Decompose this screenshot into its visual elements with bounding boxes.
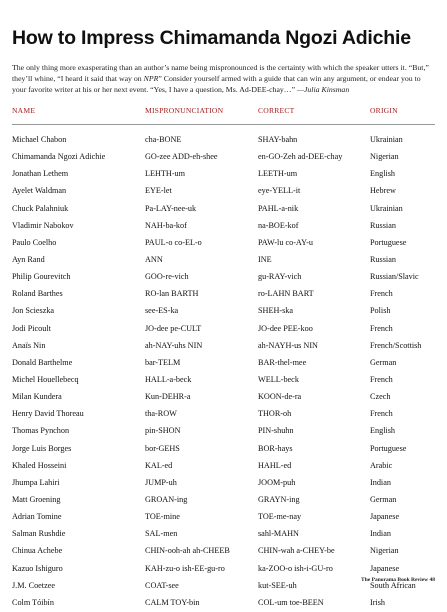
intro-npr: NPR	[143, 74, 159, 83]
table-row	[12, 492, 435, 509]
correct-pronunciation: INE	[258, 254, 272, 264]
origin: English	[370, 426, 396, 436]
table-row	[12, 149, 435, 166]
table-row	[12, 269, 435, 286]
author-name: Jonathan Lethem	[12, 169, 69, 179]
origin: French	[370, 323, 393, 333]
origin: Japanese	[370, 512, 400, 522]
correct-pronunciation: JO-dee PEE-koo	[258, 323, 313, 333]
table-row	[12, 183, 435, 200]
correct-pronunciation: ro-LAHN BART	[258, 289, 314, 299]
author-name: Jodi Picoult	[12, 323, 51, 333]
origin: Ukrainian	[370, 203, 403, 213]
correct-pronunciation: gu-RAY-vich	[258, 272, 302, 282]
mispronunciation: CHIN-ooh-ah ah-CHEEB	[145, 546, 230, 556]
author-name: Ayn Rand	[12, 254, 45, 264]
mispronunciation: ah-NAY-uhs NIN	[145, 340, 203, 350]
mispronunciation: GROAN-ing	[145, 494, 188, 504]
author-name: Vladimir Nabokov	[12, 220, 74, 230]
mispronunciation: pin-SHON	[145, 426, 181, 436]
origin: Hebrew	[370, 186, 396, 196]
mispronunciation: ANN	[145, 254, 163, 264]
table-header	[12, 106, 435, 118]
author-name: Jorge Luis Borges	[12, 443, 72, 453]
header-divider	[12, 124, 435, 125]
table-row	[12, 132, 435, 149]
correct-pronunciation: PAW-lu co-AY-u	[258, 237, 313, 247]
correct-pronunciation: sahl-MAHN	[258, 529, 299, 539]
mispronunciation: Kun-DEHR-a	[145, 392, 191, 402]
table-row	[12, 286, 435, 303]
author-name: Kazuo Ishiguro	[12, 563, 63, 573]
correct-pronunciation: SHEH-ska	[258, 306, 294, 316]
correct-pronunciation: na-BOE-kof	[258, 220, 299, 230]
correct-pronunciation: kut-SEE-uh	[258, 580, 297, 590]
author-name: Roland Barthes	[12, 289, 63, 299]
table-row	[12, 475, 435, 492]
correct-pronunciation: CHIN-wah a-CHEY-be	[258, 546, 335, 556]
author-name: Adrian Tomine	[12, 512, 62, 522]
mispronunciation: CALM TOY-bin	[145, 597, 200, 607]
author-name: Henry David Thoreau	[12, 409, 84, 419]
correct-pronunciation: BAR-thel-mee	[258, 357, 307, 367]
table-row	[12, 218, 435, 235]
mispronunciation: NAH-ba-kof	[145, 220, 187, 230]
mispronunciation: GOO-re-vich	[145, 272, 189, 282]
correct-pronunciation: ah-NAYH-us NIN	[258, 340, 318, 350]
origin: Portuguese	[370, 237, 407, 247]
correct-pronunciation: PAHL-a-nik	[258, 203, 299, 213]
mispronunciation: LEHTH-um	[145, 169, 186, 179]
intro-paragraph	[12, 62, 435, 95]
mispronunciation: HALL-a-beck	[145, 374, 192, 384]
mispronunciation: SAL-men	[145, 529, 178, 539]
mispronunciation: bor-GEHS	[145, 443, 180, 453]
origin: French	[370, 409, 393, 419]
author-name: Anaïs Nin	[12, 340, 46, 350]
table-row	[12, 561, 435, 578]
table-row	[12, 372, 435, 389]
correct-pronunciation: COL-um toe-BEEN	[258, 597, 324, 607]
intro-text-before: The only thing more exasperating than an author’s name being mispronounced is the certainty with which the speaker utters it. “But,” they’ll whine, “I heard it said that way on	[12, 63, 429, 83]
intro-attribution: —Julia Kinsman	[297, 85, 350, 94]
author-name: Thomas Pynchon	[12, 426, 70, 436]
origin: Polish	[370, 306, 391, 316]
table-row	[12, 406, 435, 423]
mispronunciation: Pa-LAY-nee-uk	[145, 203, 197, 213]
mispronunciation: TOE-mine	[145, 512, 180, 522]
correct-pronunciation: THOR-oh	[258, 409, 292, 419]
mispronunciation: COAT-see	[145, 580, 179, 590]
origin: Arabic	[370, 460, 393, 470]
author-name: Milan Kundera	[12, 392, 62, 402]
mispronunciation: EYE-let	[145, 186, 172, 196]
table-row	[12, 235, 435, 252]
author-name: Donald Barthelme	[12, 357, 73, 367]
origin: Nigerian	[370, 152, 399, 162]
correct-pronunciation: PIN-shuhn	[258, 426, 294, 436]
table-row	[12, 526, 435, 543]
table-row	[12, 252, 435, 269]
origin: Japanese	[370, 563, 400, 573]
origin: Russian/Slavic	[370, 272, 419, 282]
author-name: Matt Groening	[12, 494, 61, 504]
origin: Irish	[370, 597, 386, 607]
author-name: Ayelet Waldman	[12, 186, 67, 196]
table-row	[12, 423, 435, 440]
origin: French	[370, 289, 393, 299]
mispronunciation: KAL-ed	[145, 460, 173, 470]
mispronunciation: JO-dee pe-CULT	[145, 323, 202, 333]
header-name: NAME	[12, 106, 36, 115]
table-row	[12, 509, 435, 526]
correct-pronunciation: JOOM-puh	[258, 477, 296, 487]
correct-pronunciation: TOE-me-nay	[258, 512, 302, 522]
correct-pronunciation: SHAY-bahn	[258, 135, 298, 144]
author-name: Jhumpa Lahiri	[12, 477, 60, 487]
mispronunciation: KAH-zu-o ish-EE-gu-ro	[145, 563, 225, 573]
correct-pronunciation: KOON-de-ra	[258, 392, 302, 402]
author-name: J.M. Coetzee	[12, 580, 55, 590]
mispronunciation: RO-lan BARTH	[145, 289, 199, 299]
table-row	[12, 389, 435, 406]
origin: Russian	[370, 254, 396, 264]
author-name: Paulo Coelho	[12, 237, 57, 247]
author-name: Philip Gourevitch	[12, 272, 71, 282]
mispronunciation: see-ES-ka	[145, 306, 179, 316]
mispronunciation: PAUL-o co-EL-o	[145, 237, 202, 247]
author-name: Jon Scieszka	[12, 306, 55, 316]
page-footer: The Panorama Book Review 48	[361, 577, 435, 583]
origin: Ukrainian	[370, 135, 403, 144]
author-name: Chuck Palahniuk	[12, 203, 69, 213]
origin: English	[370, 169, 396, 179]
mispronunciation: GO-zee ADD-eh-shee	[145, 152, 218, 162]
mispronunciation: bar-TELM	[145, 357, 181, 367]
correct-pronunciation: eye-YELL-it	[258, 186, 301, 196]
origin: Russian	[370, 220, 396, 230]
author-name: Michel Houellebecq	[12, 374, 79, 384]
origin: Portuguese	[370, 443, 407, 453]
header-correct: CORRECT	[258, 106, 295, 115]
pronunciation-table	[12, 132, 435, 612]
correct-pronunciation: WELL-beck	[258, 374, 299, 384]
origin: French/Scottish	[370, 340, 422, 350]
header-origin: ORIGIN	[370, 106, 398, 115]
intro-text-after: ” Consider yourself armed with a guide that can win any argument, or endear you to your favorite writer at his or her next event. “Yes, I have a question, Ms. Ad-DEE-chay…”	[12, 74, 421, 94]
table-row	[12, 303, 435, 320]
table-row	[12, 166, 435, 183]
header-mispronunciation: MISPRONUNCIATION	[145, 106, 224, 115]
correct-pronunciation: LEETH-um	[258, 169, 298, 179]
correct-pronunciation: GRAYN-ing	[258, 494, 300, 504]
author-name: Chinua Achebe	[12, 546, 63, 556]
author-name: Chimamanda Ngozi Adichie	[12, 152, 106, 162]
table-row	[12, 543, 435, 560]
origin: German	[370, 494, 397, 504]
origin: Nigerian	[370, 546, 399, 556]
author-name: Khaled Hosseini	[12, 460, 67, 470]
correct-pronunciation: en-GO-Zeh ad-DEE-chay	[258, 152, 343, 162]
mispronunciation: cha-BONE	[145, 135, 182, 144]
author-name: Michael Chabon	[12, 135, 67, 144]
page-title: How to Impress Chimamanda Ngozi Adichie	[12, 27, 411, 49]
correct-pronunciation: BOR-hays	[258, 443, 293, 453]
origin: Czech	[370, 392, 391, 402]
table-row	[12, 458, 435, 475]
author-name: Salman Rushdie	[12, 529, 66, 539]
origin: German	[370, 357, 397, 367]
origin: South African	[370, 580, 416, 590]
table-row	[12, 201, 435, 218]
table-row	[12, 441, 435, 458]
table-row	[12, 321, 435, 338]
correct-pronunciation: HAHL-ed	[258, 460, 292, 470]
origin: Indian	[370, 529, 391, 539]
author-name: Colm Tóibín	[12, 597, 54, 607]
origin: French	[370, 374, 393, 384]
origin: Indian	[370, 477, 391, 487]
table-row	[12, 355, 435, 372]
mispronunciation: tha-ROW	[145, 409, 177, 419]
correct-pronunciation: ka-ZOO-o ish-i-GU-ro	[258, 563, 333, 573]
mispronunciation: JUMP-uh	[145, 477, 177, 487]
table-row	[12, 595, 435, 612]
table-row	[12, 338, 435, 355]
